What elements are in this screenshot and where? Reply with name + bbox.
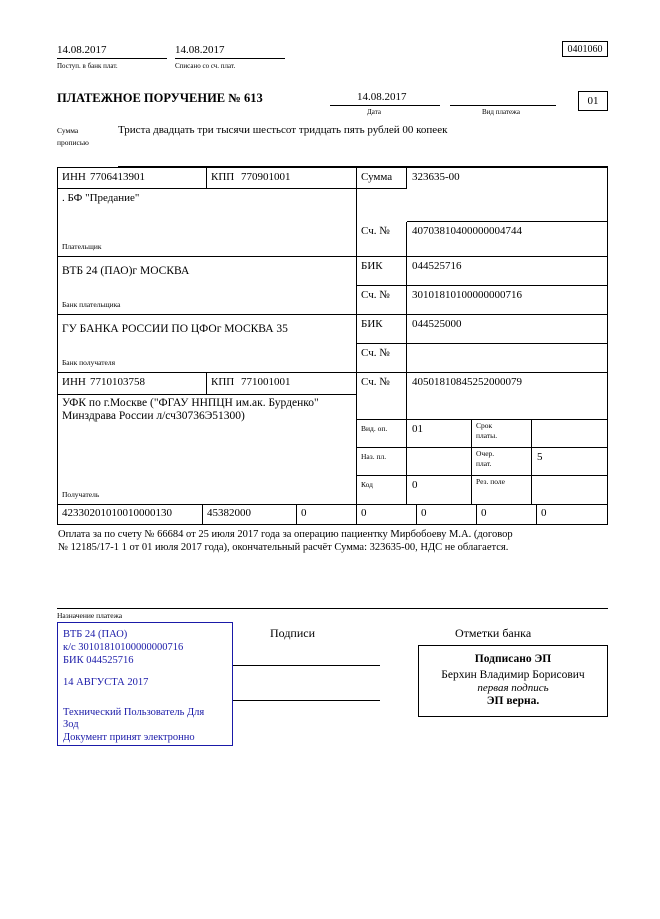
srok-plat-value-cell [532,420,608,448]
payer-bank-bik-value: 044525716 [412,260,462,272]
payee-bank-bik-label: БИК [361,318,383,330]
payee-account-cell [407,373,608,420]
debit-date-label: Списано со сч. плат. [175,62,236,70]
payer-account-label: Сч. № [361,225,390,237]
debit-date-rule [175,58,285,59]
payee-kpp-value: 771001001 [241,376,291,388]
budget-value-2: 0 [301,507,307,519]
signatures-label: Подписи [270,626,316,640]
payer-bank-bik-cell [407,257,608,286]
srok-plat-label-2: платы. [476,431,498,440]
ep-date: 14 АВГУСТА 2017 [63,677,149,688]
document-date-label: Дата [367,108,381,116]
budget-value-1: 45382000 [207,507,251,519]
payer-kpp-cell [207,167,357,189]
payer-account-cell [407,222,608,257]
payer-inn-label: ИНН [62,171,86,183]
kod-value: 0 [412,479,418,491]
payment-kind-rule [450,105,556,106]
payee-bank-bik-value: 044525000 [412,318,462,330]
payee-inn-value: 7710103758 [90,376,145,388]
payee-account-label: Сч. № [361,376,390,388]
payee-kpp-cell [207,373,357,395]
ep-bank-name: ВТБ 24 (ПАО) [63,629,128,640]
receipt-date-value: 14.08.2017 [57,44,107,56]
ep-correspondent-account: к/с 30101810100000000716 [63,642,184,653]
purpose-rule [57,608,608,609]
payment-kind-label: Вид платежа [482,108,521,116]
ocher-plat-label-2: плат. [476,459,492,468]
vid-op-value-cell [407,420,472,448]
payer-bank-account-label-cell [357,286,407,315]
stamp-role: первая подпись [477,682,549,694]
naz-pl-label-cell [357,448,407,476]
amount-words-value: Триста двадцать три тысячи шестьсот тридцать пять рублей 00 копеек [118,124,448,136]
amount-label: Сумма [361,171,393,183]
debit-date-value: 14.08.2017 [175,44,225,56]
payer-bank-account-cell [407,286,608,315]
payer-bank-name: ВТБ 24 (ПАО)г МОСКВА [62,265,190,277]
payer-bank-bik-label: БИК [361,260,383,272]
payer-caption: Плательщик [62,242,102,251]
budget-cell-5 [477,505,537,525]
stamp-title: Подписано ЭП [474,653,552,665]
payee-name-line1: УФК по г.Москве ("ФГАУ ННПЦН им.ак. Бурденко" [62,397,319,409]
payee-inn-cell [57,373,207,395]
budget-cell-0 [57,505,203,525]
document-date-value: 14.08.2017 [357,91,407,103]
payee-bank-bik-label-cell [357,315,407,344]
payer-inn-cell [57,167,207,189]
receipt-date-rule [57,58,167,59]
kod-label-cell [357,476,407,505]
ep-bik: БИК 044525716 [63,655,134,666]
budget-cell-3 [357,505,417,525]
budget-value-5: 0 [481,507,487,519]
budget-cell-4 [417,505,477,525]
bank-marks-label: Отметки банка [455,626,532,640]
amount-words-label-line1: Сумма [57,126,79,135]
naz-pl-label: Наз. пл. [361,452,387,461]
purpose-caption: Назначение платежа [57,611,123,620]
payer-account-label-cell [357,222,407,257]
payer-bank-account-value: 30101810100000000716 [412,289,522,301]
rez-pole-value-cell [532,476,608,505]
vid-op-label: Вид. оп. [361,424,388,433]
naz-pl-value-cell [407,448,472,476]
amount-words-label-line2: прописью [57,138,89,147]
rez-pole-label-cell [472,476,532,505]
srok-plat-label: Срок [476,421,493,430]
amount-label-cell [357,167,407,189]
payee-name-line2: Минздрава России л/сч30736Э51300) [62,410,245,422]
kod-label: Код [361,480,373,489]
purpose-block [58,528,610,554]
payee-bank-account-label-cell [357,344,407,373]
payment-kind-value: 01 [578,91,608,111]
budget-cell-2 [297,505,357,525]
rez-pole-label: Рез. поле [476,477,505,486]
ep-user-line2: Зод [63,719,79,730]
budget-value-3: 0 [361,507,367,519]
electronic-signature-block [57,622,233,746]
signature-rule-1 [232,665,380,666]
amount-value-cell [407,167,608,222]
purpose-line1: Оплата за по счету № 66684 от 25 июля 2017 года за операцию пациентку Мирбобоеву М.А. (договор [58,529,513,540]
payee-bank-account-cell [407,344,608,373]
srok-plat-label-cell [472,420,532,448]
budget-cell-1 [203,505,297,525]
payee-bank-account-label: Сч. № [361,347,390,359]
amount-value: 323635-00 [412,171,460,183]
ep-user-line1: Технический Пользователь Для [63,707,205,718]
ocher-plat-value: 5 [537,451,543,463]
payer-bank-bik-label-cell [357,257,407,286]
document-date-rule [330,105,440,106]
payee-name-cell [57,395,357,505]
ocher-plat-label-cell [472,448,532,476]
payee-account-label-cell [357,373,407,420]
budget-value-4: 0 [421,507,427,519]
payee-caption: Получатель [62,490,100,499]
page-title: ПЛАТЕЖНОЕ ПОРУЧЕНИЕ № 613 [57,91,263,105]
payer-kpp-label: КПП [211,171,235,183]
payer-bank-account-label: Сч. № [361,289,390,301]
budget-value-6: 0 [541,507,547,519]
payer-name-cell [57,189,357,257]
payer-kpp-value: 770901001 [241,171,291,183]
payer-bank-cell [57,257,357,315]
vid-op-value: 01 [412,423,423,435]
payee-bank-name: ГУ БАНКА РОССИИ ПО ЦФОг МОСКВА 35 [62,323,288,335]
ocher-plat-label: Очер. [476,449,495,458]
stamp-valid: ЭП верна. [486,695,540,707]
payee-bank-cell [57,315,357,373]
form-code-box: 0401060 [562,41,608,57]
payer-bank-caption: Банк плательщика [62,300,121,309]
payer-account-value: 40703810400000004744 [412,225,522,237]
payee-kpp-label: КПП [211,376,235,388]
payee-account-value: 40501810845252000079 [412,376,522,388]
payee-bank-caption: Банк получателя [62,358,116,367]
payer-inn-value: 7706413901 [90,171,145,183]
signature-rule-2 [232,700,380,701]
stamp-person: Берхин Владимир Борисович [441,669,585,681]
payee-inn-label: ИНН [62,376,86,388]
budget-cell-6 [537,505,608,525]
ocher-plat-value-cell [532,448,608,476]
purpose-line2: № 12185/17-1 1 от 01 июля 2017 года), окончательный расчёт Сумма: 323635-00, НДС не облагается. [58,542,509,553]
vid-op-label-cell [357,420,407,448]
payer-name: . БФ "Предание" [62,192,140,204]
kod-value-cell [407,476,472,505]
payee-bank-bik-cell [407,315,608,344]
ep-accepted: Документ принят электронно [63,732,195,743]
budget-value-0: 42330201010010000130 [62,507,172,519]
receipt-date-label: Поступ. в банк плат. [57,62,118,70]
signature-stamp [418,645,608,717]
